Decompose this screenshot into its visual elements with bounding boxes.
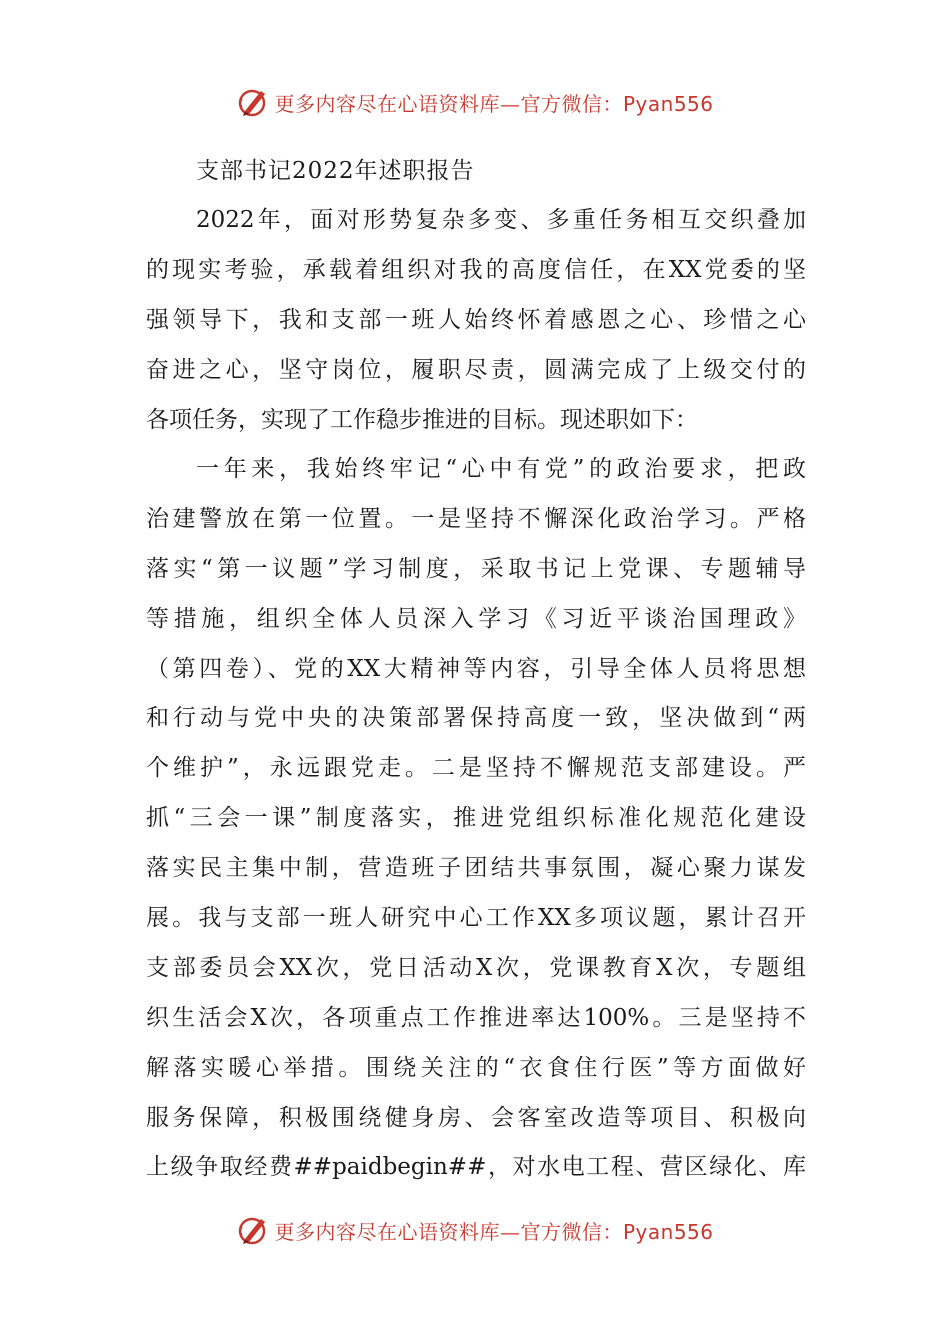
paragraph-line: 一年来，我始终牢记“心中有党”的政治要求，把政 [196, 456, 806, 482]
paragraph-line: 上级争取经费##paidbegin##，对水电工程、营区绿化、库 [146, 1154, 806, 1181]
watermark-text [274, 1216, 713, 1245]
paragraph-line: 和行动与党中央的决策部署保持高度一致，坚决做到“两 [146, 705, 806, 732]
paragraph-line: 服务保障，积极围绕健身房、会客室改造等项目、积极向 [146, 1104, 806, 1131]
watermark-label: 更多内容尽在心语资料库—官方微信： [274, 91, 623, 116]
watermark-label: 更多内容尽在心语资料库—官方微信： [274, 1219, 623, 1244]
paragraph-line: 等措施，组织全体人员深入学习《习近平谈治国理政》 [146, 605, 806, 632]
paragraph-line: 支部委员会XX次，党日活动X次，党课教育X次，专题组 [146, 954, 806, 981]
watermark-text [274, 88, 713, 117]
paragraph-line: 各项任务，实现了工作稳步推进的目标。现述职如下： [146, 406, 698, 433]
paragraph-line: 织生活会X次，各项重点工作推进率达100%。三是坚持不 [146, 1004, 806, 1031]
paragraph-line: 的现实考验，承载着组织对我的高度信任，在XX党委的坚 [146, 256, 806, 283]
watermark-handle: Pyan556 [622, 91, 714, 116]
paragraph-line: （第四卷）、党的XX大精神等内容，引导全体人员将思想 [146, 655, 806, 682]
watermark-banner-bottom [0, 1210, 950, 1250]
paragraph-line: 落实“第一议题”学习制度，采取书记上党课、专题辅导 [146, 555, 806, 582]
pen-circle-logo-icon [236, 85, 270, 119]
paragraph-line: 治建警放在第一位置。一是坚持不懈深化政治学习。严格 [146, 505, 806, 532]
watermark-banner-top [0, 82, 950, 122]
paragraph-line: 2022年，面对形势复杂多变、多重任务相互交织叠加 [196, 207, 806, 233]
document-title: 支部书记2022年述职报告 [196, 158, 475, 184]
paragraph-line: 落实民主集中制，营造班子团结共事氛围，凝心聚力谋发 [146, 855, 806, 882]
paragraph-line: 强领导下，我和支部一班人始终怀着感恩之心、珍惜之心 [146, 306, 806, 333]
watermark-handle: Pyan556 [622, 1219, 714, 1244]
paragraph-line: 奋进之心，坚守岗位，履职尽责，圆满完成了上级交付的 [146, 356, 806, 383]
paragraph-line: 解落实暖心举措。围绕关注的“衣食住行医”等方面做好 [146, 1054, 806, 1081]
paragraph-line: 抓“三会一课”制度落实，推进党组织标准化规范化建设 [146, 805, 806, 832]
pen-circle-logo-icon [236, 1213, 270, 1247]
paragraph-1 [146, 196, 806, 445]
paragraph-line: 个维护”，永远跟党走。二是坚持不懈规范支部建设。严 [146, 755, 806, 782]
paragraph-line: 展。我与支部一班人研究中心工作XX多项议题，累计召开 [146, 905, 806, 932]
paragraph-2 [146, 445, 806, 1193]
